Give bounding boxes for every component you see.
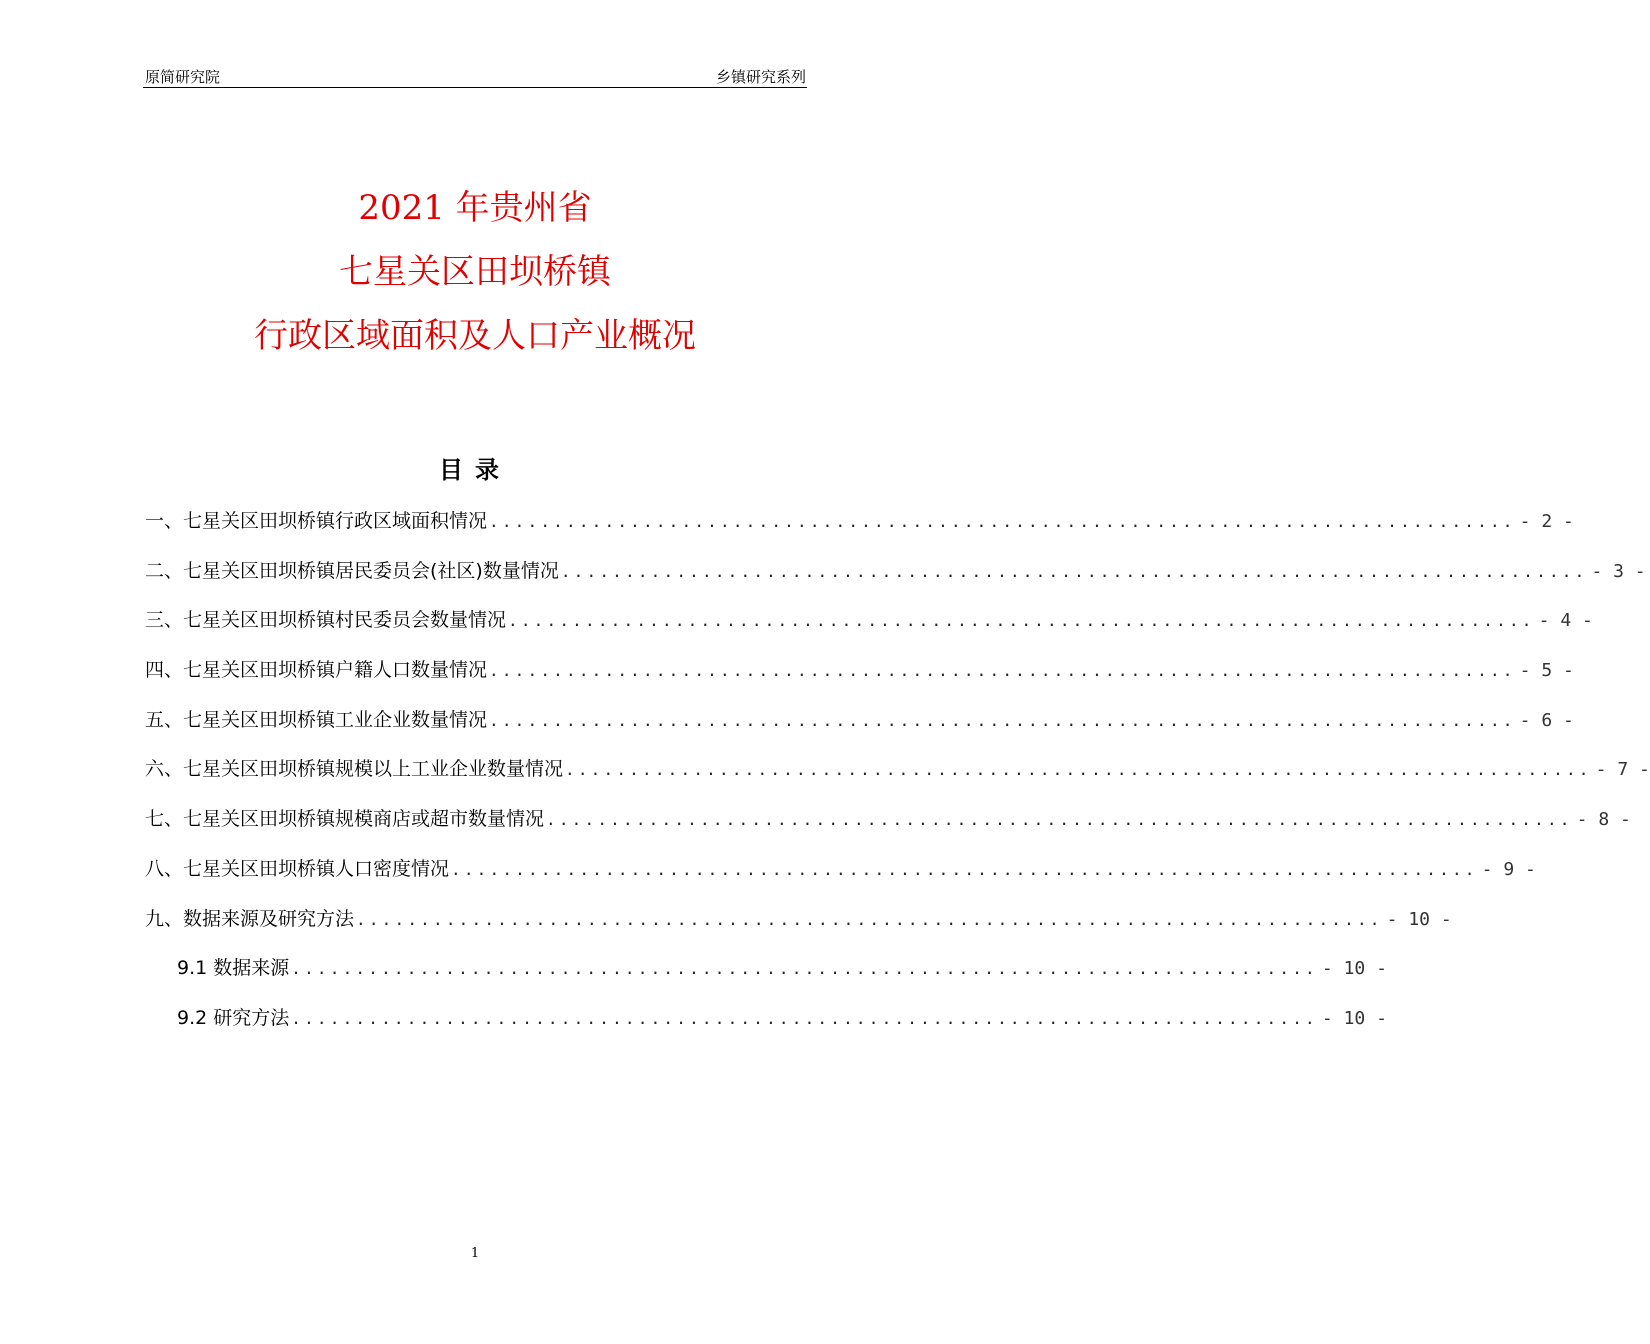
toc-entry-page: - 10 - — [1386, 908, 1452, 930]
toc-entry-label: 八、七星关区田坝桥镇人口密度情况 — [145, 857, 450, 880]
toc-entry-page: - 4 - — [1538, 610, 1593, 632]
header-right-text: 乡镇研究系列 — [715, 68, 806, 86]
toc-entry-page: - 8 - — [1576, 809, 1631, 831]
title-line-3: 行政区域面积及人口产业概况 — [254, 316, 696, 356]
toc-entry-label: 五、七星关区田坝桥镇工业企业数量情况 — [145, 708, 488, 731]
toc-entry-7[interactable] — [145, 804, 1631, 854]
toc-entry-label: 六、七星关区田坝桥镇规模以上工业企业数量情况 — [145, 758, 564, 781]
toc-entry-page: - 7 - — [1595, 759, 1650, 781]
toc-heading: 目录 — [439, 456, 511, 484]
toc-entry-5[interactable] — [145, 705, 1574, 755]
table-of-contents — [145, 506, 1650, 1053]
toc-entry-label: 九、数据来源及研究方法 — [145, 907, 355, 930]
toc-entry-page: - 10 - — [1321, 1007, 1387, 1029]
title-line-2: 七星关区田坝桥镇 — [339, 252, 611, 292]
toc-entry-label: 二、七星关区田坝桥镇居民委员会(社区)数量情况 — [145, 559, 559, 582]
header-left-text: 原简研究院 — [145, 68, 221, 86]
toc-dot-leader: ................................................................................ — [508, 611, 1535, 631]
toc-entry-page: - 3 - — [1591, 560, 1646, 582]
toc-entry-1[interactable] — [145, 506, 1574, 556]
toc-entry-9[interactable] — [145, 904, 1452, 954]
toc-entry-page: - 9 - — [1481, 858, 1536, 880]
toc-entry-label: 三、七星关区田坝桥镇村民委员会数量情况 — [145, 609, 507, 632]
toc-entry-page: - 2 - — [1519, 511, 1574, 532]
toc-entry-label: 七、七星关区田坝桥镇规模商店或超市数量情况 — [145, 808, 545, 831]
toc-entry-6[interactable] — [145, 754, 1650, 804]
toc-entry-3[interactable] — [145, 605, 1593, 655]
toc-dot-leader: ................................................................................ — [489, 512, 1516, 531]
toc-dot-leader: ................................................................................ — [565, 760, 1592, 780]
toc-dot-leader: ................................................................................ — [489, 661, 1516, 681]
toc-subentry-9-1[interactable] — [145, 953, 1387, 1003]
toc-entry-2[interactable] — [145, 556, 1646, 606]
toc-subentry-9-2[interactable] — [145, 1003, 1387, 1053]
title-line-1: 2021 年贵州省 — [358, 188, 592, 228]
toc-entry-page: - 5 - — [1519, 660, 1574, 682]
toc-dot-leader: ................................................................................ — [546, 810, 1573, 830]
toc-dot-leader: ................................................................................ — [291, 1008, 1318, 1028]
toc-entry-8[interactable] — [145, 854, 1536, 904]
toc-entry-label: 9.2 研究方法 — [177, 1006, 290, 1029]
toc-entry-page: - 10 - — [1321, 958, 1387, 980]
toc-entry-page: - 6 - — [1519, 709, 1574, 731]
toc-entry-label: 四、七星关区田坝桥镇户籍人口数量情况 — [145, 659, 488, 682]
toc-dot-leader: ................................................................................ — [560, 561, 1588, 581]
toc-dot-leader: ................................................................................ — [291, 959, 1318, 979]
header-divider — [143, 87, 807, 88]
document-title — [0, 176, 950, 368]
toc-dot-leader: ................................................................................ — [489, 710, 1516, 730]
toc-dot-leader: ................................................................................ — [356, 909, 1383, 929]
toc-entry-label: 一、七星关区田坝桥镇行政区域面积情况 — [145, 510, 488, 532]
toc-entry-label: 9.1 数据来源 — [177, 957, 290, 980]
toc-entry-4[interactable] — [145, 655, 1574, 705]
toc-dot-leader: ................................................................................ — [451, 859, 1478, 879]
page-number: 1 — [470, 1246, 480, 1261]
